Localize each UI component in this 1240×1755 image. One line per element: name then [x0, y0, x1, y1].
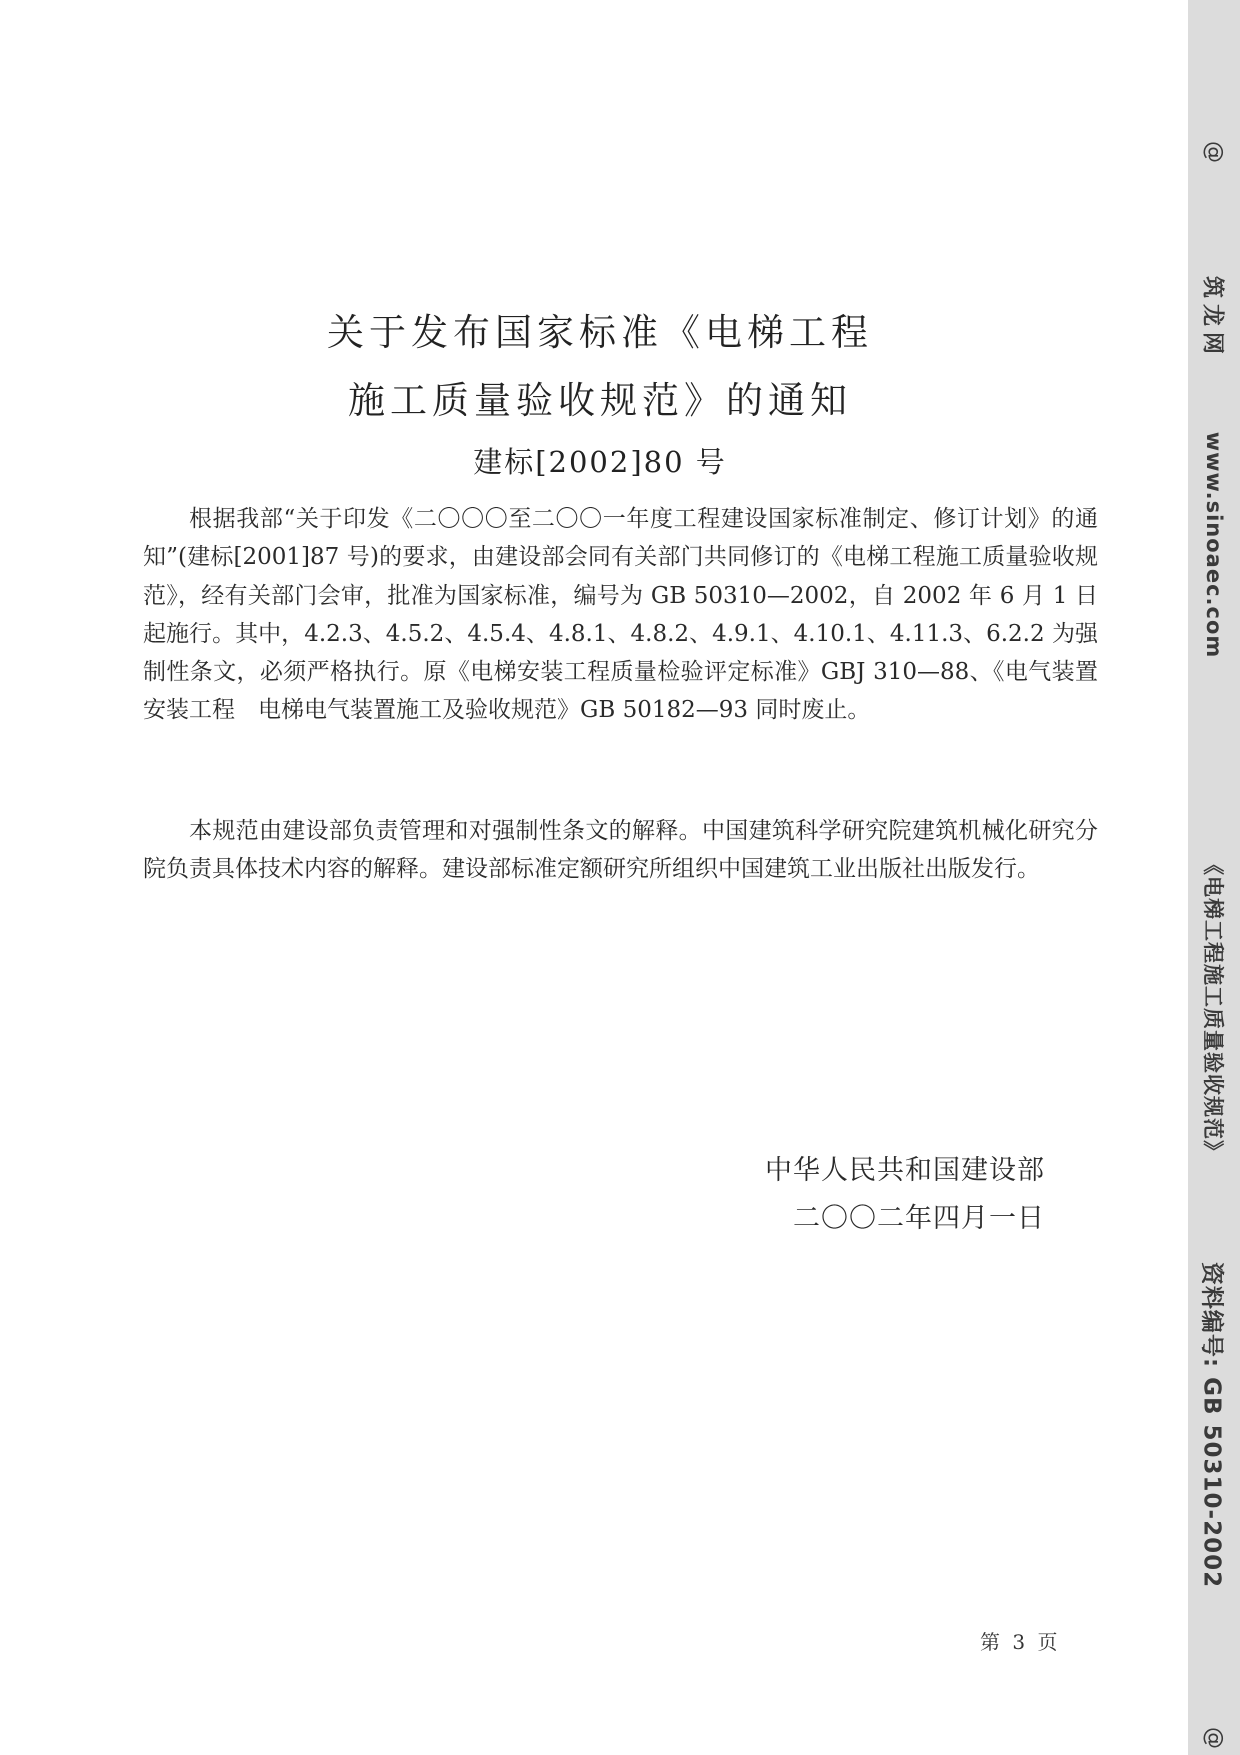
document-title-line-1: 关于发布国家标准《电梯工程 [327, 311, 873, 354]
signature-organization: 中华人民共和国建设部 [765, 1155, 1045, 1186]
sidebar-brand: 筑龙网 [1199, 275, 1225, 361]
sidebar-at-symbol-top: @ [1201, 141, 1227, 163]
watermark-sidebar [1188, 0, 1240, 1755]
page-number: 第 3 页 [980, 1630, 1061, 1654]
body-paragraph-1: 根据我部“关于印发《二〇〇〇至二〇〇一年度工程建设国家标准制定、修订计划》的通知”(建标[2001]87 号)的要求，由建设部会同有关部门共同修订的《电梯工程施工质量验收规范》，经有关部门会审，批准为国家标准，编号为 GB 50310—2002，自 2002 年 6 月 1 日起施行。其中，4.2.3、4.5.2、4.5.4、4.8.1、4.8.2、4.9.1、4.10.1、4.11.3、6.2.2 为强制性条文，必须严格执行。原《电梯安装工程质量检验评定标准》GBJ 310—88、《电气装置安装工程 电梯电气装置施工及验收规范》GB 50182—93 同时废止。 [143, 506, 1098, 724]
sidebar-document-title: 《电梯工程施工质量验收规范》 [1201, 854, 1225, 1162]
signature-date: 二〇〇二年四月一日 [793, 1203, 1045, 1234]
body-paragraph-2: 本规范由建设部负责管理和对强制性条文的解释。中国建筑科学研究院建筑机械化研究分院负责具体技术内容的解释。建设部标准定额研究所组织中国建筑工业出版社出版发行。 [143, 818, 1098, 883]
sidebar-url: www.sinoaec.com [1202, 431, 1226, 659]
document-number: 建标[2002]80 号 [473, 445, 727, 479]
sidebar-at-symbol-bottom: @ [1201, 1727, 1227, 1749]
sidebar-document-code: 资料编号: GB 50310-2002 [1198, 1261, 1225, 1589]
document-title-line-2: 施工质量验收规范》的通知 [348, 379, 852, 422]
